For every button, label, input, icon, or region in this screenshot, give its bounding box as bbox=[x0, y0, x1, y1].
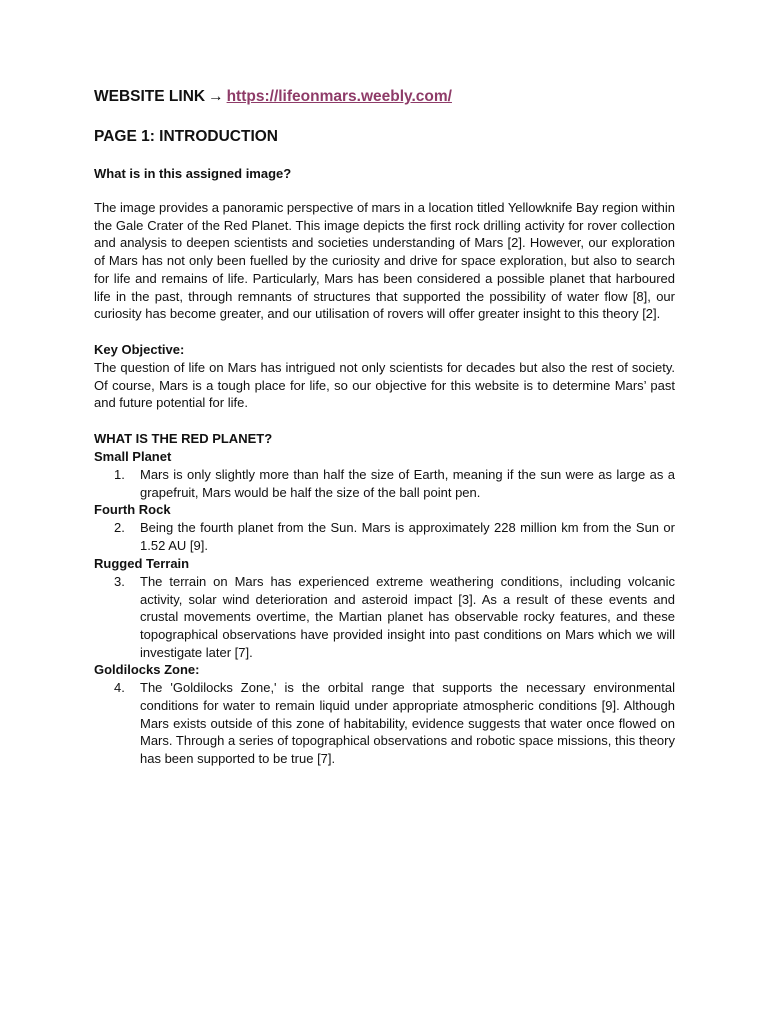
list-item-label: Rugged Terrain bbox=[94, 555, 190, 571]
list-item-text: The terrain on Mars has experienced extreme weathering conditions, including volcanic activity, solar wind deterioration and asteroid impact [3]. As a result of these events and crustal movements overtime, the Martian planet has observable rocky features, and these topographical observations have provided insight into past conditions on Mars which we will investigate later [7]. bbox=[140, 573, 675, 660]
list-item-label: Small Planet bbox=[94, 449, 172, 465]
red-planet-heading: WHAT IS THE RED PLANET? bbox=[94, 431, 273, 447]
section-question: What is in this assigned image? bbox=[94, 166, 292, 181]
key-objective-text: The question of life on Mars has intrigued not only scientists for decades but also the rest of society. Of course, Mars is a tough place for life, so our objective for this website is to determine Mars’ past and future potential for life. bbox=[94, 359, 675, 411]
website-url-link[interactable]: https://lifeonmars.weebly.com/ bbox=[226, 88, 452, 105]
list-item bbox=[94, 573, 675, 662]
red-planet-list bbox=[94, 448, 675, 768]
intro-paragraph: The image provides a panoramic perspective of mars in a location titled Yellowknife Bay region within the Gale Crater of the Red Planet. This image depicts the first rock drilling activity for rover collection and analysis to deepen scientists and societies understanding of Mars [2]. However, our exploration of Mars has not only been fuelled by the curiosity and drive for space exploration, but also to search for life and remains of life. Particularly, Mars has been considered a possible planet that harboured life in the past, through remnants of structures that supported the possibility of water flow [8], our curiosity has become greater, and our utilisation of rovers will offer greater insight to this theory [2]. bbox=[94, 200, 675, 322]
list-item-text: Being the fourth planet from the Sun. Mars is approximately 228 million km from the Sun or 1.52 AU [9]. bbox=[140, 520, 675, 554]
list-item-label: Fourth Rock bbox=[94, 502, 171, 518]
list-item bbox=[94, 519, 675, 554]
list-item-number: 3. bbox=[114, 573, 125, 589]
list-item bbox=[94, 466, 675, 501]
website-link-label: WEBSITE LINK bbox=[94, 88, 206, 105]
website-link-line bbox=[94, 86, 675, 108]
list-item-text: Mars is only slightly more than half the size of Earth, meaning if the sun were as large as a grapefruit, Mars would be half the size of the ball point pen. bbox=[140, 467, 675, 500]
list-item-number: 4. bbox=[114, 680, 125, 696]
arrow-right-icon: → bbox=[208, 88, 224, 105]
list-item bbox=[94, 679, 675, 768]
key-objective-label: Key Objective: bbox=[94, 341, 185, 357]
list-item-number: 2. bbox=[114, 520, 125, 536]
list-item-text: The 'Goldilocks Zone,' is the orbital range that supports the necessary environmental conditions for water to remain liquid under appropriate atmospheric conditions [9]. Although Mars exists outside of this zone of habitability, evidence suggests that water once flowed on Mars. Through a series of topographical observations and robotic space missions, this theory has been supported to be true [7]. bbox=[140, 680, 675, 767]
page-title: PAGE 1: INTRODUCTION bbox=[94, 128, 278, 145]
list-item-number: 1. bbox=[114, 467, 125, 483]
list-item-label: Goldilocks Zone: bbox=[94, 662, 200, 678]
document-page bbox=[94, 86, 675, 768]
